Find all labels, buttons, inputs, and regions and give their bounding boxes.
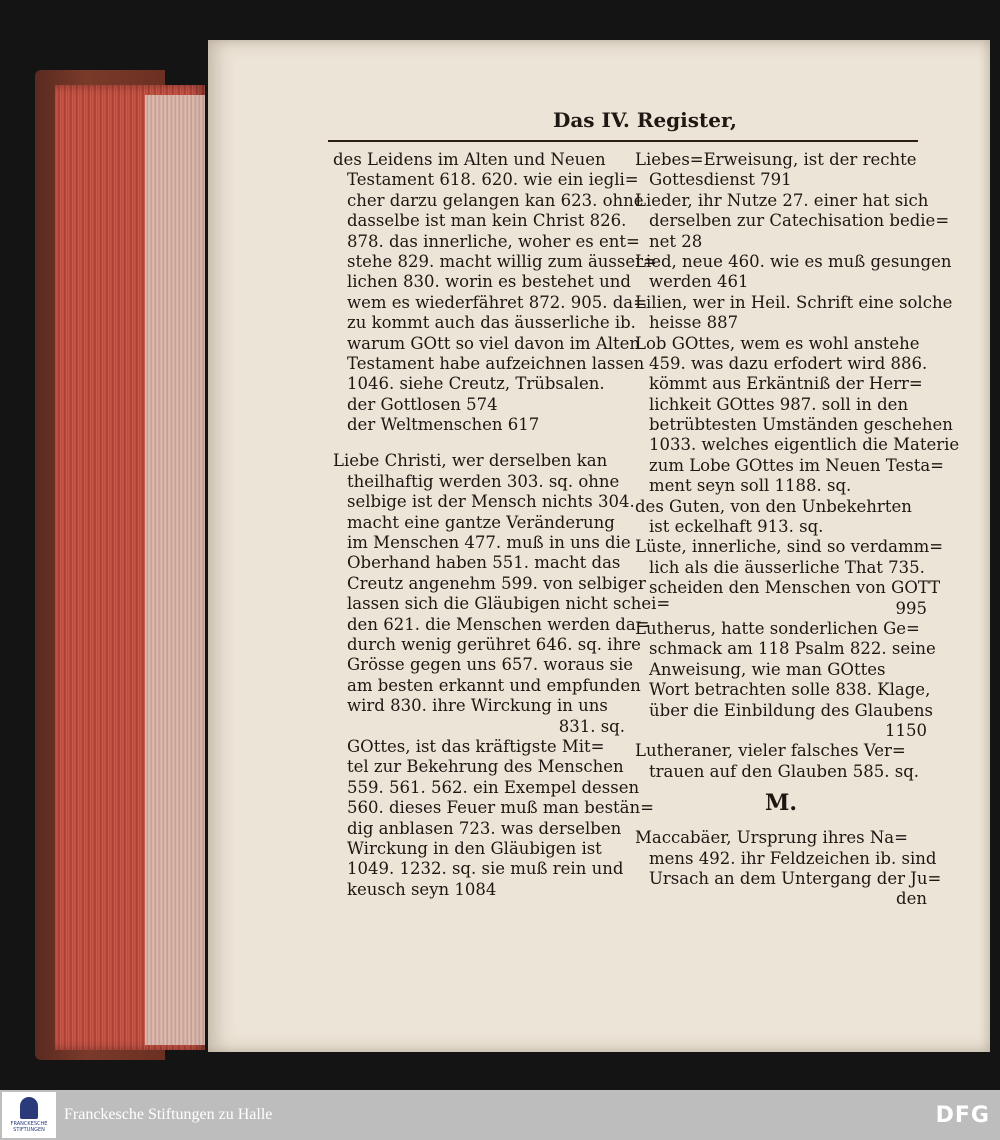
text-line: 459. was dazu erfodert wird 886.: [649, 353, 928, 373]
text-line: scheiden den Menschen von GOTT: [649, 578, 941, 598]
letter-heading: M.: [764, 790, 797, 817]
text-line: tel zur Bekehrung des Menschen: [347, 757, 624, 777]
text-line: dig anblasen 723. was derselben: [347, 818, 622, 838]
text-line: schmack am 118 Psalm 822. seine: [649, 639, 936, 659]
text-line: den 621. die Menschen werden da=: [347, 614, 650, 634]
text-line: 559. 561. 562. ein Exempel dessen: [347, 777, 640, 797]
text-line: keusch seyn 1084: [347, 879, 497, 899]
text-line: werden 461: [649, 272, 749, 292]
text-line: Lied, neue 460. wie es muß gesungen: [635, 251, 952, 271]
text-line: ist eckelhaft 913. sq.: [649, 517, 824, 537]
text-line: 1049. 1232. sq. sie muß rein und: [347, 859, 624, 879]
text-line: betrübtesten Umständen geschehen: [649, 415, 953, 435]
text-line: macht eine gantze Veränderung: [347, 512, 615, 532]
text-line: warum GOtt so viel davon im Alten: [347, 333, 641, 353]
text-line: Liebe Christi, wer derselben kan: [333, 451, 608, 471]
dfg-logo: DFG: [935, 1102, 990, 1128]
text-line: 831. sq.: [558, 716, 625, 736]
text-line: Liebes=Erweisung, ist der rechte: [635, 150, 917, 169]
text-line: Gottesdienst 791: [649, 170, 792, 190]
institution-name: Franckesche Stiftungen zu Halle: [64, 1106, 273, 1123]
text-line: theilhaftig werden 303. sq. ohne: [347, 471, 620, 491]
text-line: des Guten, von den Unbekehrten: [635, 496, 912, 516]
book-page: [208, 40, 990, 1052]
page-header: Das IV. Register,: [553, 108, 738, 132]
logo-text: FRANCKESCHE STIFTUNGEN: [10, 1121, 48, 1133]
text-line: Maccabäer, Ursprung ihres Na=: [635, 828, 908, 848]
text-line: 995: [895, 598, 927, 618]
text-line: Grösse gegen uns 657. woraus sie: [347, 655, 634, 675]
text-line: Lüste, innerliche, sind so verdamm=: [635, 537, 944, 557]
text-line: Anweisung, wie man GOttes: [649, 659, 886, 679]
header-rule: [328, 140, 918, 142]
text-line: [333, 435, 625, 451]
text-line: net 28: [649, 231, 703, 251]
text-line: zu kommt auch das äusserliche ib.: [347, 313, 636, 333]
text-line: Lieder, ihr Nutze 27. einer hat sich: [635, 190, 929, 210]
text-line: des Leidens im Alten und Neuen: [333, 150, 606, 169]
text-line: lassen sich die Gläubigen nicht schei=: [347, 594, 671, 614]
text-line: wem es wiederfähret 872. 905. da=: [347, 292, 647, 312]
text-line: heisse 887: [649, 313, 739, 333]
text-line: kömmt aus Erkäntniß der Herr=: [649, 374, 923, 394]
page-edges-red: [55, 85, 205, 1050]
text-line: Oberhand haben 551. macht das: [347, 553, 621, 573]
text-line: derselben zur Catechisation bedie=: [649, 211, 950, 231]
text-line: Lutherus, hatte sonderlichen Ge=: [635, 618, 920, 638]
text-line: lich als die äusserliche That 735.: [649, 557, 925, 577]
text-line: lichkeit GOttes 987. soll in den: [649, 394, 909, 414]
text-line: Lob GOttes, wem es wohl anstehe: [635, 333, 920, 353]
text-line: Creutz angenehm 599. von selbiger: [347, 573, 646, 593]
text-line: dasselbe ist man kein Christ 826.: [347, 211, 627, 231]
text-line: mens 492. ihr Feldzeichen ib. sind: [649, 848, 937, 868]
text-line: der Gottlosen 574: [347, 394, 498, 414]
text-line: im Menschen 477. muß in uns die: [347, 533, 631, 553]
logo-emblem-icon: [20, 1097, 38, 1119]
text-line: ment seyn soll 1188. sq.: [649, 476, 852, 496]
book: [30, 40, 995, 1060]
page-edges-inner: [145, 95, 205, 1045]
text-line: cher darzu gelangen kan 623. ohne: [347, 190, 644, 210]
text-line: stehe 829. macht willig zum äusser=: [347, 251, 657, 271]
text-line: über die Einbildung des Glaubens: [649, 700, 934, 720]
text-line: 878. das innerliche, woher es ent=: [347, 231, 640, 251]
text-line: den: [896, 889, 927, 909]
text-line: der Weltmenschen 617: [347, 415, 540, 435]
text-line: 560. dieses Feuer muß man bestän=: [347, 798, 654, 818]
footer-bar: [0, 1090, 1000, 1140]
institution-logo: [2, 1092, 56, 1138]
text-line: 1046. siehe Creutz, Trübsalen.: [347, 374, 605, 394]
text-line: Ursach an dem Untergang der Ju=: [649, 868, 942, 888]
text-line: selbige ist der Mensch nichts 304.: [347, 492, 635, 512]
text-line: zum Lobe GOttes im Neuen Testa=: [649, 455, 945, 475]
text-line: Testament 618. 620. wie ein iegli=: [347, 170, 639, 190]
text-line: 1150: [885, 720, 927, 740]
text-line: Testament habe aufzeichnen lassen: [347, 353, 645, 373]
text-line: Lutheraner, vieler falsches Ver=: [635, 741, 906, 761]
text-line: wird 830. ihre Wirckung in uns: [347, 696, 608, 716]
text-line: Wirckung in den Gläubigen ist: [347, 838, 602, 858]
text-line: lichen 830. worin es bestehet und: [347, 272, 631, 292]
right-column: [635, 150, 960, 910]
text-line: 1033. welches eigentlich die Materie: [649, 435, 960, 455]
text-line: durch wenig gerühret 646. sq. ihre: [347, 634, 641, 654]
text-line: GOttes, ist das kräftigste Mit=: [347, 736, 605, 756]
text-line: am besten erkannt und empfunden: [347, 675, 641, 695]
text-line: Lilien, wer in Heil. Schrift eine solche: [635, 292, 953, 312]
text-line: trauen auf den Glauben 585. sq.: [649, 761, 920, 781]
left-column: [333, 150, 671, 900]
text-line: Wort betrachten solle 838. Klage,: [649, 680, 931, 700]
